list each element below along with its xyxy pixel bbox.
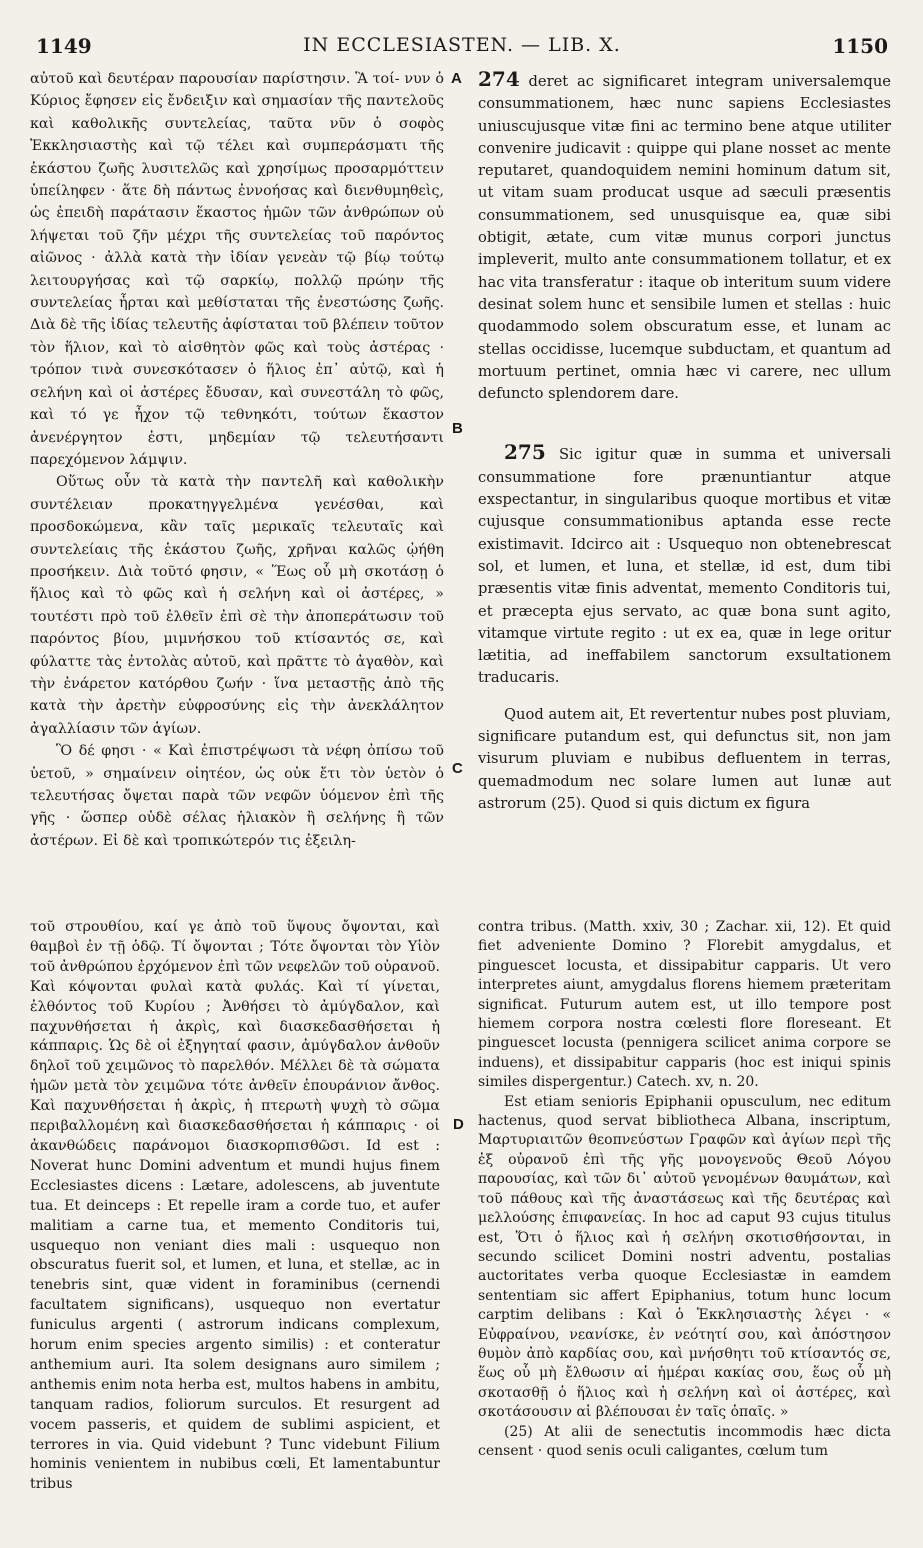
footnote-column-left (30, 918, 440, 1495)
page-number-left: 1149 (36, 34, 92, 58)
latin-text-column (478, 68, 891, 815)
footnote-paragraph: (25) At alii de senectutis incommodis hæc dicta censent · quod senis oculi caligantes, cœlum tum (478, 1423, 891, 1459)
greek-paragraph: αὐτοῦ καὶ δευτέραν παρουσίαν παρίστησιν. Ἃ τοί- νυν ὁ Κύριος ἔφησεν εἰς ἔνδειξιν καὶ σημασίαν τῆς παντελοῦς καὶ καθολικῆς συντελείας, ταῦτα νῦν ὁ σοφὸς Ἐκκλησιαστὴς καὶ τῷ τέλει καὶ συμπεράσματι τῆς ἑκάστου ζωῆς λυσιτελῶς καὶ χρησίμως προσαρμόττειν ὑπείληφεν · ἅτε δὴ πάντως ἐννοήσας καὶ διενθυμηθεὶς, ὡς ἐπειδὴ παράτασιν ἕκαστος ἡμῶν τῶν ἀνθρώπων οὐ λήψεται τοῦ ζῆν μέχρι τῆς συντελείας τοῦ παρόντος αἰῶνος · ἀλλὰ κατὰ τὴν ἰδίαν γενεὰν τῷ βίῳ τούτῳ λειτουργήσας καὶ τῷ σαρκίῳ, πολλῷ πρώην τῆς συντελείας ἦρται καὶ μεθίσταται τῆς ἐνεστώσης ζωῆς. Διὰ δὲ τῆς ἰδίας τελευτῆς ἀφίσταται τοῦ βλέπειν τοῦτον τὸν ἥλιον, καὶ τὸ αἰσθητὸν φῶς καὶ τοὺς ἀστέρας · τρόπον τινὰ συνεσκότασεν ὁ ἥλιος ἐπ᾽ αὐτῷ, καὶ ἡ σελήνη καὶ οἱ ἀστέρες ἔδυσαν, καὶ συνεστάλη τὸ φῶς, καὶ τό γε ἦχον τῷ τεθνηκότι, τούτων ἕκαστον ἀνενέργητον ἐστι, μηδεμίαν τῷ τελευτήσαντι παρεχόμενον λάμψιν. (30, 71, 444, 468)
margin-letter-a: A (451, 70, 462, 87)
greek-paragraph: Οὕτως οὖν τὰ κατὰ τὴν παντελῆ καὶ καθολικὴν συντέλειαν προκατηγγελμένα γενέσθαι, καὶ προσδοκώμενα, κἂν ταῖς μερικαῖς τελευταῖς καὶ συντελείαις τῆς ἑκάστου ζωῆς, χρῆναι καλῶς ᾠήθη προσήκειν. Διὰ τοῦτό φησιν, « Ἕως οὗ μὴ σκοτάσῃ ὁ ἥλιος καὶ τὸ φῶς καὶ ἡ σελήνη καὶ οἱ ἀστέρες, » τουτέστι πρὸ τοῦ ἐλθεῖν ἐπὶ σὲ τὴν ἀποπεράτωσιν τοῦ παρόντος βίου, μιμνήσκου τοῦ κτίσαντός σε, καὶ φύλαττε τὰς ἐντολὰς αὐτοῦ, καὶ πρᾶττε τὸ ἀγαθὸν, καὶ τὴν ἐνάρετον κατόρθου ζωήν · ἵνα μεταστῇς ἀπὸ τῆς κατὰ τὴν ἀρετὴν εὐφροσύνης εἰς τὴν ἀνεκλάλητον ἀγαλλίασιν τῶν ἁγίων. (30, 474, 444, 737)
page-header (36, 34, 888, 64)
latin-paragraph: 275 Sic igitur quæ in summa et universali consummatione fore prænuntiantur atque exspectantur, in singularibus quoque mortibus et vitæ cujusque consummationibus aptanda esse recte existimavit. Idcirco ait : Usquequo non obtenebrescat sol, et lumen, et luna, et stellæ, id est, dum tibi præsentis vitæ finis adventat, memento Conditoris tui, et præcepta ejus servato, ac quæ bona sunt agito, vitamque virtute regito : ut ex ea, quæ in lege oritur lætitia, ad ineffabilem sanctorum exsultationem traducaris. (478, 440, 891, 687)
greek-text-column (30, 68, 444, 852)
latin-paragraph: Quod autem ait, Et revertentur nubes post pluviam, significare putandum est, qui defunctus sit, non jam visurum pluviam e nubibus defluentem in terras, quemadmodum nec solare lumen aut lunæ aut astrorum (25). Quod si quis dictum ex figura (478, 705, 891, 812)
footnote-paragraph: contra tribus. (Matth. xxiv, 30 ; Zachar. xii, 12). Et quid fiet adveniente Domino ? Florebit amygdalus, et pinguescet locusta, et dissipabitur capparis. Ut vero interpretes aiunt, amygdalus florens hiemem præteritam significat. Futurum autem est, ut illo tempore post hiemem corpora nostra cœlesti flore floreseant. Et pinguescet locusta (pennigera scilicet anima corpore se induens), et dissipabitur capparis (hoc est iniqui spinis similes dispergentur.) Catech. xv, n. 20. (478, 919, 891, 1091)
margin-letter-b: B (452, 420, 463, 437)
footnote-column-right (478, 918, 891, 1461)
footnote-paragraph: τοῦ στρουθίου, καί γε ἀπὸ τοῦ ὕψους ὄψονται, καὶ θαμβοὶ ἐν τῇ ὁδῷ. Τί ὄψονται ; Τότε ὄψονται τὸν Υἱὸν τοῦ ἀνθρώπου ἐρχόμενον ἐπὶ τῶν νεφελῶν τοῦ οὐρανοῦ. Καὶ κόψονται φυλαὶ κατὰ φυλάς. Καὶ τί γίνεται, ἐλθόντος τοῦ Κυρίου ; Ἀνθήσει τὸ ἀμύγδαλον, καὶ παχυνθήσεται ἡ ἀκρὶς, καὶ διασκεδασθήσεται ἡ κάππαρις. Ὡς δὲ οἱ ἐξηγηταί φασιν, ἀμύγδαλον ἀνθοῦν δηλοῖ τοῦ χειμῶνος τὸ παρελθόν. Μέλλει δὲ τὰ σώματα ἡμῶν μετὰ τὸν χειμῶνα τότε ἀνθεῖν ἐπουράνιον ἄνθος. Καὶ παχυνθήσεται ἡ ἀκρὶς, ἡ πτερωτὴ ψυχὴ τὸ σῶμα περιβαλλομένη καὶ διασκεδασθήσεται ἡ κάππαρις · οἱ ἀκανθώδεις παράνομοι διασκορπισθῶσι. Id est : Noverat hunc Domini adventum et mundi hujus finem Ecclesiastes dicens : Lætare, adolescens, ab juventute tua. Et deinceps : Et repelle iram a corde tuo, et aufer malitiam a carne tua, et memento Conditoris tui, usquequo non veniant dies mali : usquequo non obscuratus fuerit sol, et lumen, et luna, et stellæ, ac in tenebris sint, quæ vident in foraminibus (cernendi facultatem significans), usquequo non evertatur funiculus argenti ( astrorum indicans complexum, horum enim species argento similis) : et conteratur anthemium auri. Ita solem designans auro similem ; anthemis enim nota herba est, multos habens in ambitu, tanquam radios, foliorum surculos. Et resurgent ad vocem passeris, et quidem de sublimi aspicient, et terrores in via. Quid videbunt ? Tunc videbunt Filium hominis venientem in nubibus cœli, Et lamentabuntur tribus (30, 919, 440, 1493)
margin-letter-c: C (452, 760, 463, 777)
footnote-paragraph: Est etiam senioris Epiphanii opusculum, nec editum hactenus, quod servat bibliotheca Albana, inscriptum, Μαρτυριαιτῶν θεοπνεύστων Γραφῶν καὶ ἁγίων περὶ τῆς ἐξ οὐρανοῦ ἐπὶ τῆς γῆς μονογενοῦς Θεοῦ Λόγου παρουσίας, καὶ τῶν δι᾽ αὐτοῦ γενομένων θαυμάτων, καὶ τοῦ πάθους καὶ τῆς ἀναστάσεως καὶ τῆς δευτέρας καὶ μελλούσης ἐπιφανείας. In hoc ad caput 93 cujus titulus est, Ὅτι ὁ ἥλιος καὶ ἡ σελήνη σκοτισθήσονται, in secundo scilicet Domini nostri adventu, postalias auctoritates verba quoque Ecclesiastæ in eamdem sententiam sic affert Epiphanius, totum hunc locum carptim delibans : Καὶ ὁ Ἐκκλησιαστὴς λέγει · « Εὐφραίνου, νεανίσκε, ἐν νεότητί σου, καὶ ἀπόστησον θυμὸν ἀπὸ καρδίας σου, καὶ μνήσθητι τοῦ κτίσαντός σε, ἕως οὗ μὴ ἔλθωσιν αἱ ἡμέραι κακίας σου, ἕως οὗ μὴ σκοτασθῇ ὁ ἥλιος καὶ ἡ σελήνη καὶ οἱ ἀστέρες, καὶ σκοτάσουσιν αἱ βλέπουσαι ἐν ταῖς ὀπαῖς. » (478, 1093, 891, 1421)
section-number: 274 (478, 67, 520, 91)
latin-paragraph: 274 deret ac significaret integram universalemque consummationem, hæc nunc sapiens Ecclesiastes uniuscujusque vitæ fini ac termino bene atque utiliter convenire judicavit : quippe qui plane nosset ac mente reputaret, quandoquidem nemini hominum datum sit, ut vitam suam producat usque ad sæculi præsentis consummationem, sed unusquisque ea, quæ sibi obtigit, ætate, cum vitæ munus corpori junctus impleverit, multo ante consummationem tollatur, et ex hac vita transferatur : itaque ob interitum suum videre desinat solem hunc et sensibile lumen et stellas : huic quodammodo solem obscuratum esse, et lunam ac stellas occidisse, lucemque subductam, et quantum ad mortuum pertinet, omnia hæc vi carere, nec ullum defuncto splendorem dare. (478, 67, 891, 403)
margin-letter-d: D (453, 1116, 464, 1133)
greek-paragraph: Ὃ δέ φησι · « Καὶ ἐπιστρέψωσι τὰ νέφη ὀπίσω τοῦ ὑετοῦ, » σημαίνειν οἰητέον, ὡς οὐκ ἔτι τὸν ὑετὸν ὁ τελευτήσας ὄψεται παρὰ τῶν νεφῶν ὑόμενον ἐπὶ τῆς γῆς · ὥσπερ οὐδὲ σέλας ἡλιακὸν ἢ σελήνης ἢ τῶν ἀστέρων. Εἰ δὲ καὶ τροπικώτερόν τις ἐξειλη- (30, 743, 444, 849)
section-number: 275 (504, 440, 546, 465)
page-number-right: 1150 (832, 34, 888, 58)
running-title: IN ECCLESIASTEN. — LIB. X. (303, 34, 621, 56)
